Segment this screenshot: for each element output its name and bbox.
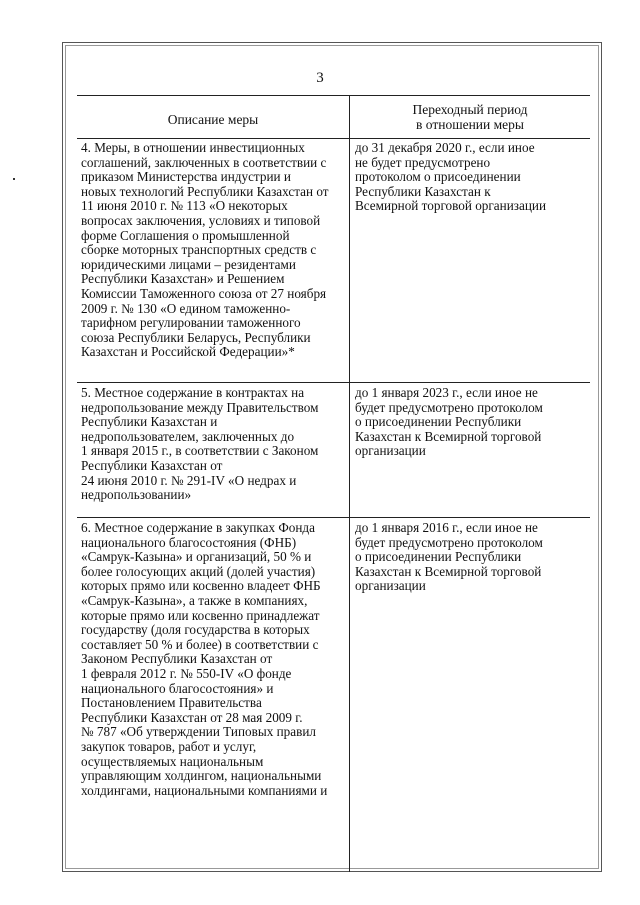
text-line: 5. Местное содержание в контрактах на (81, 385, 305, 400)
text-line: до 31 декабря 2020 г., если иное (355, 140, 535, 155)
table-row (77, 141, 590, 360)
text-line: недропользовании» (81, 487, 192, 503)
text-line: 4. Меры, в отношении инвестиционных (81, 140, 305, 155)
text-line: Постановлением Правительства (81, 695, 262, 711)
table-header (77, 95, 590, 139)
text-line: 11 июня 2010 г. № 113 «О некоторых (81, 198, 288, 214)
text-line: 1 февраля 2012 г. № 550-IV «О фонде (81, 665, 292, 681)
text-line: приказом Министерства индустрии и (81, 169, 291, 185)
header-period-line1: Переходный период (412, 102, 528, 117)
text-line: сборке моторных транспортных средств с (81, 242, 317, 258)
text-line: будет предусмотрено протоколом (355, 534, 543, 550)
text-line: Комиссии Таможенного союза от 27 ноября (81, 285, 327, 301)
row-divider (77, 517, 590, 518)
table-row (77, 386, 590, 503)
text-line: организации (355, 578, 426, 594)
text-line: недропользование между Правительством (81, 399, 319, 415)
text-line: не будет предусмотрено (355, 154, 491, 170)
text-line: государству (доля государства в которых (81, 622, 310, 638)
text-line: национального благосостояния (ФНБ) (81, 534, 297, 550)
text-line: о присоединении Республики (355, 414, 522, 430)
text-line: 6. Местное содержание в закупках Фонда (81, 520, 315, 535)
page-number: 3 (316, 70, 324, 86)
text-line: составляет 50 % и более) в соответствии с (81, 636, 319, 652)
text-line: до 1 января 2023 г., если иное не (355, 385, 538, 400)
text-line: Республики Казахстан и (81, 414, 218, 430)
text-line: которых прямо или косвенно владеет ФНБ (81, 578, 321, 594)
row-period (349, 521, 590, 798)
text-line: Республики Казахстан от (81, 457, 223, 473)
text-line: 2009 г. № 130 «О едином таможенно- (81, 300, 291, 316)
text-line: 1 января 2015 г., в соответствии с Законом (81, 443, 319, 459)
text-line: новых технологий Республики Казахстан от (81, 183, 329, 199)
text-line: национального благосостояния» и (81, 680, 274, 696)
text-line: организации (355, 443, 426, 459)
text-line: до 1 января 2016 г., если иное не (355, 520, 538, 535)
margin-mark (13, 178, 15, 180)
text-line: «Самрук-Казына», а также в компаниях, (81, 592, 308, 608)
header-period (349, 96, 590, 138)
row-description (77, 521, 349, 798)
text-line: протоколом о присоединении (355, 169, 521, 185)
table-row (77, 521, 590, 798)
text-line: Республики Казахстан к (355, 183, 491, 199)
text-line: недропользователем, заключенных до (81, 428, 295, 444)
row-description (77, 141, 349, 360)
text-line: форме Соглашения о промышленной (81, 227, 290, 243)
text-line: Республики Казахстан» и Решением (81, 271, 285, 287)
row-description (77, 386, 349, 503)
text-line: союза Республики Беларусь, Республики (81, 329, 311, 345)
text-line: управляющим холдингом, национальными (81, 768, 322, 784)
text-line: осуществляемых национальным (81, 753, 264, 769)
text-line: Республики Казахстан от 28 мая 2009 г. (81, 709, 303, 725)
text-line: «Самрук-Казына» и организаций, 50 % и (81, 549, 312, 565)
text-line: № 787 «Об утверждении Типовых правил (81, 724, 316, 740)
text-line: будет предусмотрено протоколом (355, 399, 543, 415)
header-period-line2: в отношении меры (416, 117, 524, 132)
text-line: юридическими лицами – резидентами (81, 256, 296, 272)
text-line: закупок товаров, работ и услуг, (81, 738, 257, 754)
text-line: о присоединении Республики (355, 549, 522, 565)
text-line: Казахстан и Российской Федерации»* (81, 344, 295, 360)
text-line: соглашений, заключенных в соответствии с (81, 154, 327, 170)
text-line: более голосующих акций (долей участия) (81, 563, 316, 579)
row-period (349, 141, 590, 360)
text-line: Законом Республики Казахстан от (81, 651, 273, 667)
text-line: 24 июня 2010 г. № 291-IV «О недрах и (81, 472, 297, 488)
text-line: холдингами, национальными компаниями и (81, 782, 328, 798)
text-line: вопросах заключения, условиях и типовой (81, 212, 321, 228)
text-line: которые прямо или косвенно принадлежат (81, 607, 320, 623)
text-line: Всемирной торговой организации (355, 198, 546, 214)
header-description: Описание меры (167, 112, 259, 127)
row-divider (77, 382, 590, 383)
row-period (349, 386, 590, 503)
text-line: Казахстан к Всемирной торговой (355, 563, 542, 579)
text-line: тарифном регулировании таможенного (81, 315, 301, 331)
text-line: Казахстан к Всемирной торговой (355, 428, 542, 444)
